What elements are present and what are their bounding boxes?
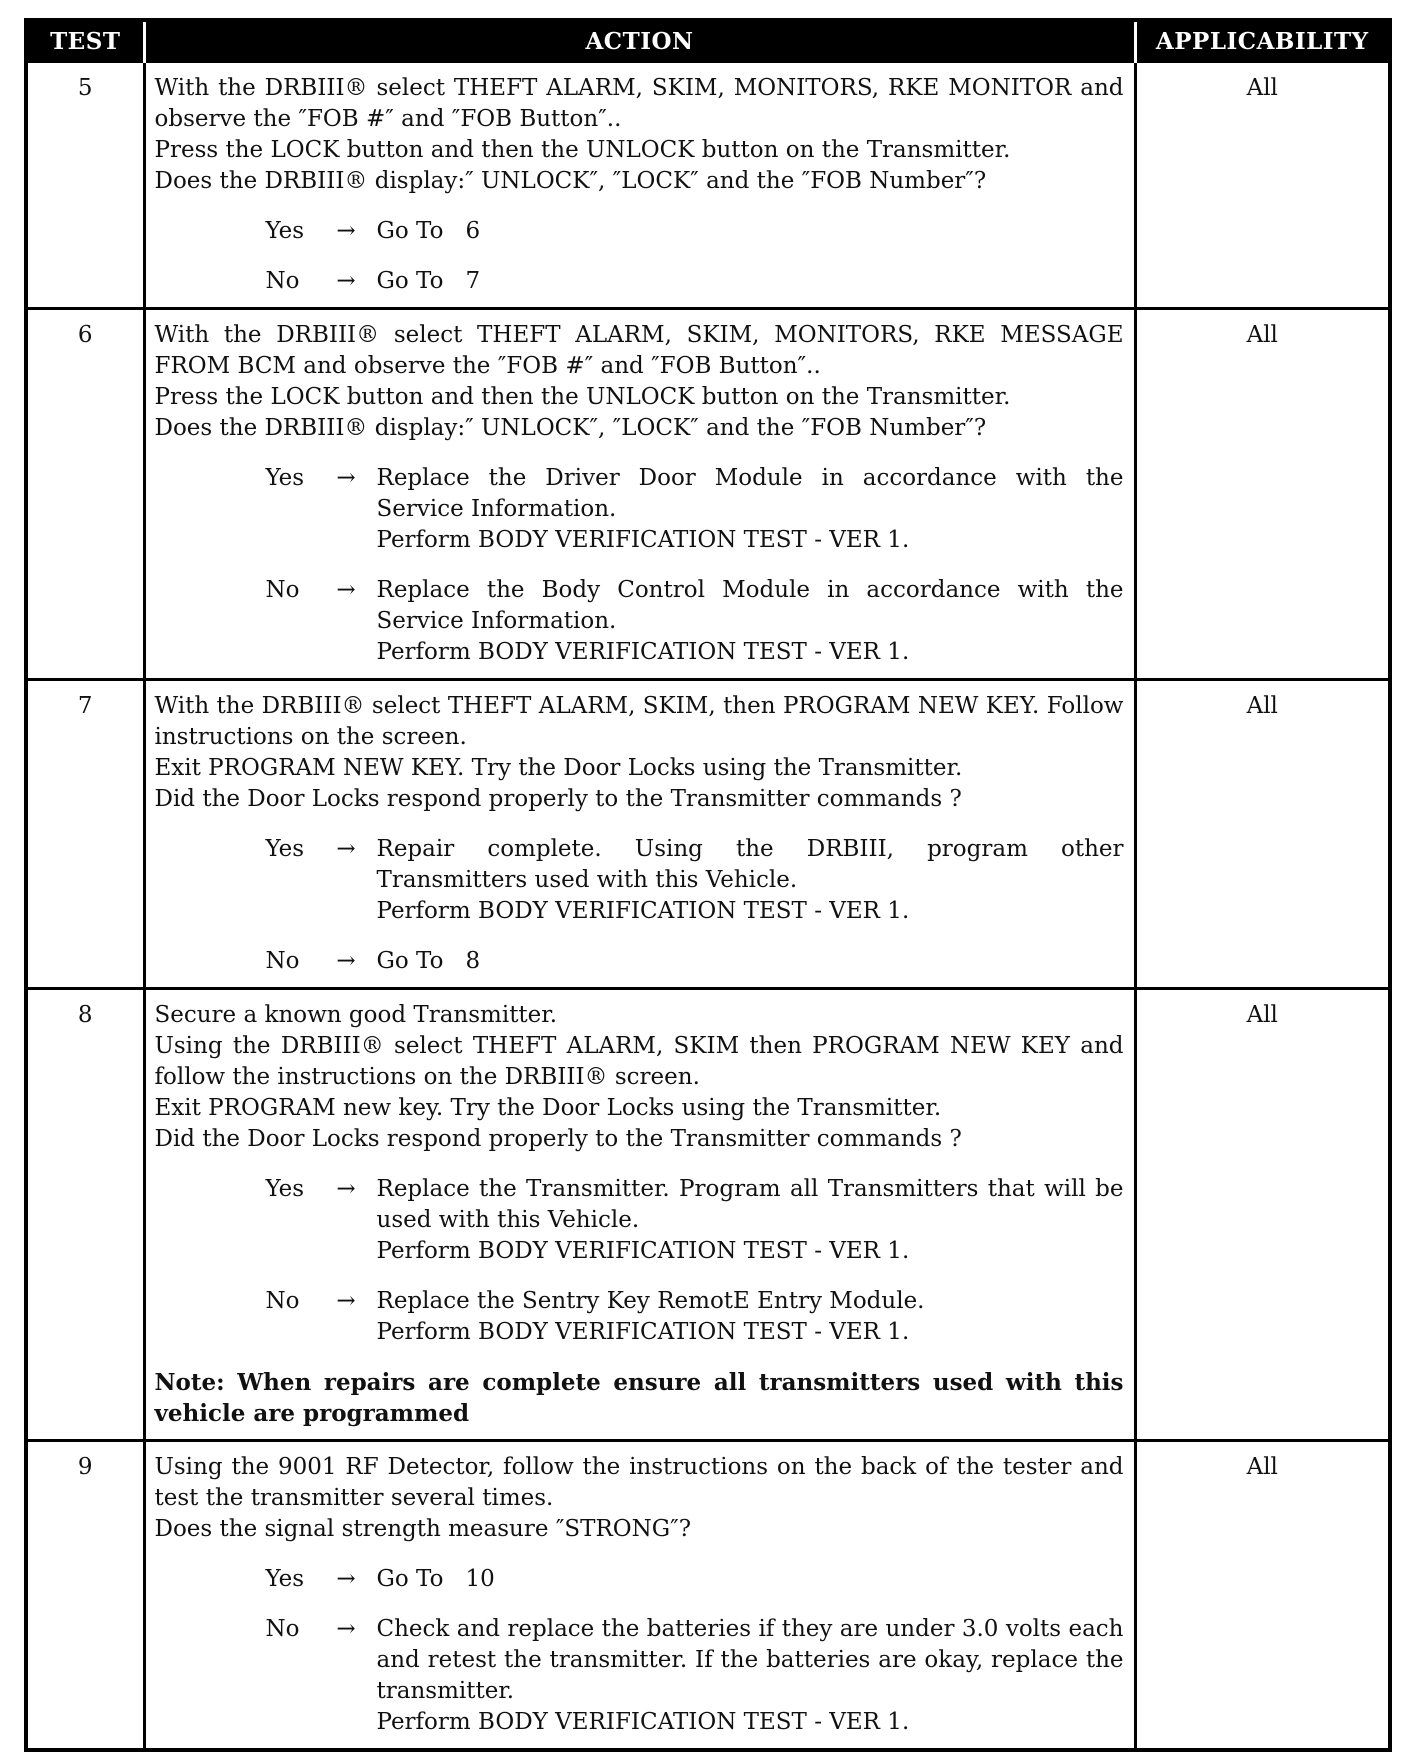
no-result xyxy=(377,1614,1124,1738)
goto-target: 6 xyxy=(465,218,481,244)
result-line: Perform BODY VERIFICATION TEST - VER 1. xyxy=(376,1709,910,1735)
arrow-right-icon: → xyxy=(336,218,356,244)
note-text: Note: When repairs are complete ensure all transmitters used with this vehicle are programmed xyxy=(154,1369,1124,1427)
question-line: Does the signal strength measure ″STRONG″? xyxy=(154,1516,692,1542)
question-line: Does the DRBIII® display:″ UNLOCK″, ″LOCK″ and the ″FOB Number″? xyxy=(154,415,987,441)
action-cell xyxy=(144,989,1135,1441)
goto-label: Go To xyxy=(376,1566,444,1592)
table-body xyxy=(26,62,1390,1751)
question-line: Using the 9001 RF Detector, follow the instructions on the back of the tester and test the transmitter several times. xyxy=(154,1454,1124,1511)
header-action: ACTION xyxy=(144,20,1135,62)
no-answer xyxy=(155,1286,1124,1348)
yes-answer xyxy=(155,1174,1124,1267)
result-line: Perform BODY VERIFICATION TEST - VER 1. xyxy=(376,1319,910,1345)
no-label: No xyxy=(265,268,300,294)
no-result xyxy=(377,1286,1124,1348)
yes-answer xyxy=(155,216,1124,247)
goto-target: 10 xyxy=(465,1566,495,1592)
result-line: Perform BODY VERIFICATION TEST - VER 1. xyxy=(376,1238,910,1264)
yes-label: Yes xyxy=(265,218,305,244)
question-line: With the DRBIII® select THEFT ALARM, SKIM, MONITORS, RKE MESSAGE FROM BCM and observe the ″FOB #″ and ″FOB Button″.. xyxy=(154,322,1124,379)
table-row xyxy=(26,680,1390,989)
yes-label: Yes xyxy=(265,836,305,862)
yes-answer xyxy=(155,463,1124,556)
table-header xyxy=(26,20,1390,62)
no-answer xyxy=(155,946,1124,977)
question-line: Press the LOCK button and then the UNLOCK button on the Transmitter. xyxy=(154,137,1011,163)
yes-answer xyxy=(155,1564,1124,1595)
no-result xyxy=(377,575,1124,668)
arrow-right-icon: → xyxy=(336,1176,356,1202)
question-line: Secure a known good Transmitter. xyxy=(154,1002,558,1028)
yes-result xyxy=(377,1174,1124,1267)
yes-result xyxy=(377,216,1124,247)
table-row xyxy=(26,309,1390,680)
question-line: Using the DRBIII® select THEFT ALARM, SKIM then PROGRAM NEW KEY and follow the instructions on the DRBIII® screen. xyxy=(154,1033,1124,1090)
arrow-right-icon: → xyxy=(336,1566,356,1592)
arrow-right-icon: → xyxy=(336,1288,356,1314)
test-number: 7 xyxy=(26,680,144,989)
table-row xyxy=(26,989,1390,1441)
applicability-value: All xyxy=(1135,1441,1390,1751)
action-cell xyxy=(144,309,1135,680)
yes-answer xyxy=(155,834,1124,927)
table-row xyxy=(26,62,1390,309)
header-applicability: APPLICABILITY xyxy=(1135,20,1390,62)
arrow-right-icon: → xyxy=(336,948,356,974)
goto-label: Go To xyxy=(376,948,444,974)
test-number: 5 xyxy=(26,62,144,309)
result-line: Repair complete. Using the DRBIII, program other Transmitters used with this Vehicle. xyxy=(376,836,1124,893)
question-line: Exit PROGRAM new key. Try the Door Locks using the Transmitter. xyxy=(154,1095,942,1121)
action-question xyxy=(155,1452,1124,1545)
yes-result xyxy=(377,463,1124,556)
arrow-right-icon: → xyxy=(336,836,356,862)
header-test: TEST xyxy=(26,20,144,62)
yes-result xyxy=(377,1564,1124,1595)
test-number: 8 xyxy=(26,989,144,1441)
test-number: 6 xyxy=(26,309,144,680)
yes-result xyxy=(377,834,1124,927)
result-line: Check and replace the batteries if they are under 3.0 volts each and retest the transmitter. If the batteries are okay, replace the transmitter. xyxy=(376,1616,1124,1704)
no-answer xyxy=(155,575,1124,668)
result-line: Replace the Transmitter. Program all Transmitters that will be used with this Vehicle. xyxy=(376,1176,1124,1233)
goto-target: 7 xyxy=(465,268,481,294)
no-answer xyxy=(155,1614,1124,1738)
action-cell xyxy=(144,62,1135,309)
arrow-right-icon: → xyxy=(336,1616,356,1642)
yes-label: Yes xyxy=(265,465,305,491)
action-question xyxy=(155,1000,1124,1155)
applicability-value: All xyxy=(1135,62,1390,309)
result-line: Replace the Driver Door Module in accordance with the Service Information. xyxy=(376,465,1124,522)
no-label: No xyxy=(265,948,300,974)
diagnostic-table xyxy=(24,18,1392,1752)
no-label: No xyxy=(265,1288,300,1314)
applicability-value: All xyxy=(1135,309,1390,680)
question-line: Did the Door Locks respond properly to the Transmitter commands ? xyxy=(154,786,962,812)
arrow-right-icon: → xyxy=(336,465,356,491)
goto-label: Go To xyxy=(376,268,444,294)
action-question xyxy=(155,320,1124,444)
question-line: Did the Door Locks respond properly to the Transmitter commands ? xyxy=(154,1126,962,1152)
question-line: With the DRBIII® select THEFT ALARM, SKIM, then PROGRAM NEW KEY. Follow instructions on the screen. xyxy=(154,693,1124,750)
test-number: 9 xyxy=(26,1441,144,1751)
action-question xyxy=(155,691,1124,815)
result-line: Perform BODY VERIFICATION TEST - VER 1. xyxy=(376,527,910,553)
applicability-value: All xyxy=(1135,989,1390,1441)
action-cell xyxy=(144,1441,1135,1751)
question-line: With the DRBIII® select THEFT ALARM, SKIM, MONITORS, RKE MONITOR and observe the ″FOB #″ and ″FOB Button″.. xyxy=(154,75,1124,132)
goto-target: 8 xyxy=(465,948,481,974)
table-row xyxy=(26,1441,1390,1751)
question-line: Press the LOCK button and then the UNLOCK button on the Transmitter. xyxy=(154,384,1011,410)
no-result xyxy=(377,946,1124,977)
yes-label: Yes xyxy=(265,1566,305,1592)
no-result xyxy=(377,266,1124,297)
action-question xyxy=(155,73,1124,197)
goto-label: Go To xyxy=(376,218,444,244)
yes-label: Yes xyxy=(265,1176,305,1202)
result-line: Perform BODY VERIFICATION TEST - VER 1. xyxy=(376,639,910,665)
question-line: Does the DRBIII® display:″ UNLOCK″, ″LOCK″ and the ″FOB Number″? xyxy=(154,168,987,194)
result-line: Replace the Body Control Module in accordance with the Service Information. xyxy=(376,577,1124,634)
applicability-value: All xyxy=(1135,680,1390,989)
arrow-right-icon: → xyxy=(336,268,356,294)
result-line: Replace the Sentry Key RemotE Entry Module. xyxy=(376,1288,925,1314)
action-cell xyxy=(144,680,1135,989)
no-label: No xyxy=(265,1616,300,1642)
question-line: Exit PROGRAM NEW KEY. Try the Door Locks using the Transmitter. xyxy=(154,755,963,781)
result-line: Perform BODY VERIFICATION TEST - VER 1. xyxy=(376,898,910,924)
arrow-right-icon: → xyxy=(336,577,356,603)
no-label: No xyxy=(265,577,300,603)
no-answer xyxy=(155,266,1124,297)
